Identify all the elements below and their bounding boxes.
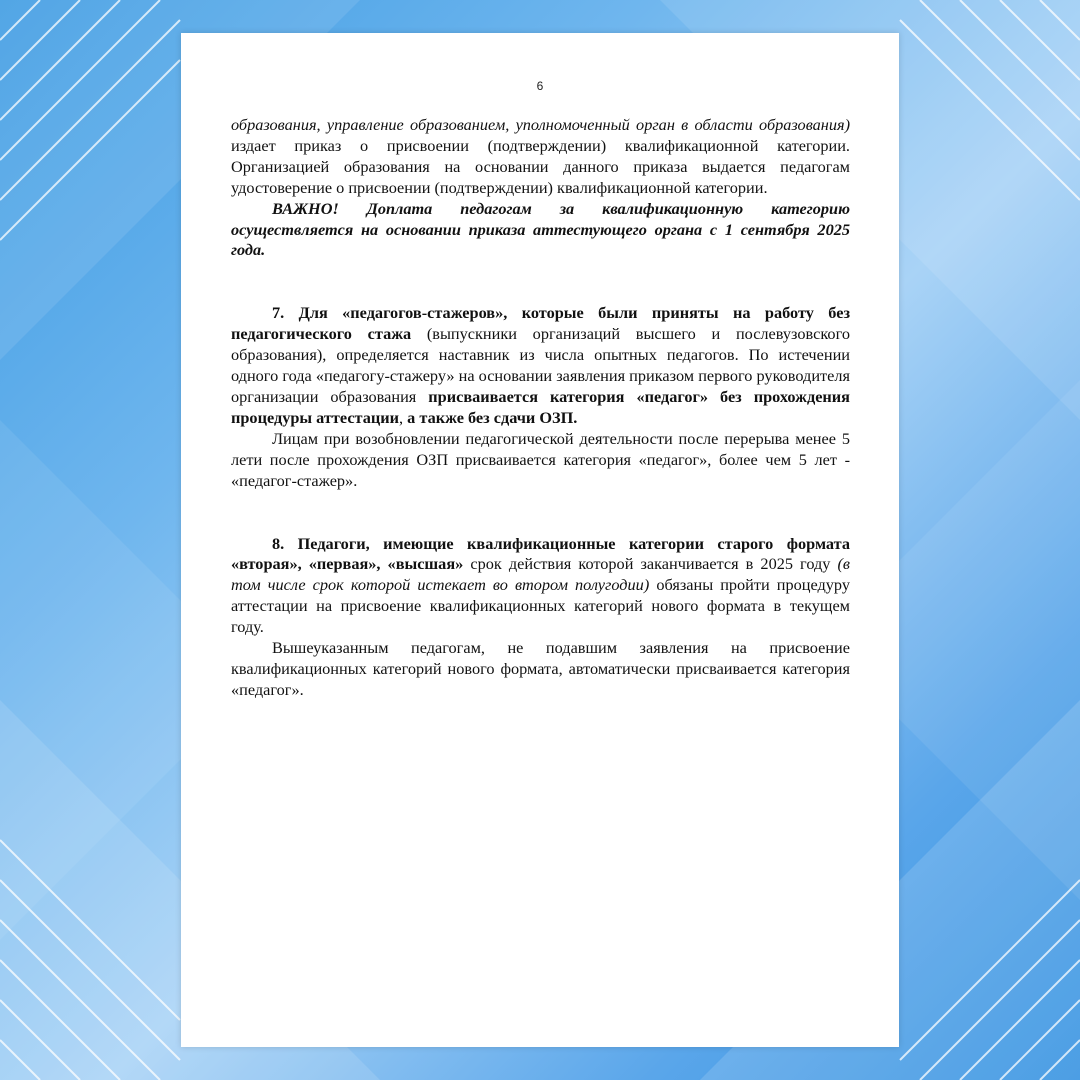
document-body <box>231 115 850 701</box>
section-7-paragraph <box>231 303 850 428</box>
section-7-comma: , <box>399 407 408 427</box>
document-page <box>181 33 899 1047</box>
section-8-text-tail: обязаны пройти процедуру аттестации на присвоение квалификационных категорий нового формата в текущем году. <box>231 575 850 637</box>
section-7-text: (выпускники организаций высшего и послевузовского образования), определяется наставник из числа опытных педагогов. По истечении одного года «педагогу-стажеру» на основании заявления приказом первого руководителя организации образования <box>231 324 850 406</box>
intro-italic-lead: образования, управление образованием, уполномоченный орган в области образования) <box>231 115 850 134</box>
section-8-text: срок действия которой заканчивается в 2025 году <box>463 554 838 574</box>
section-7-bold-end: а также без сдачи ОЗП. <box>407 407 578 427</box>
intro-text: издает приказ о присвоении (подтверждении) квалификационной категории. Организацией образования на основании данного приказа выдается педагогам удостоверение о присвоении (подтверждении) квалификационной категории. <box>231 135 850 197</box>
intro-paragraph <box>231 115 850 199</box>
section-8-italic: (в том числе срок которой истекает во втором полугодии) <box>231 554 850 595</box>
spacer <box>231 261 850 303</box>
section-8-bold-lead: 8. Педагоги, имеющие квалификационные категории старого формата «вторая», «первая», «высшая» <box>231 533 850 574</box>
important-text: ВАЖНО! Доплата педагогам за квалификационную категорию осуществляется на основании приказа аттестующего органа с 1 сентября 2025 года. <box>231 198 850 260</box>
section-7-paragraph-2: Лицам при возобновлении педагогической деятельности после перерыва менее 5 лети после прохождения ОЗП присваивается категория «педагог», более чем 5 лет - «педагог-стажер». <box>231 428 850 490</box>
important-note <box>231 199 850 262</box>
page-number: 6 <box>536 79 544 93</box>
section-8-paragraph-2: Вышеуказанным педагогам, не подавшим заявления на присвоение квалификационных категорий нового формата, автоматически присваивается категория «педагог». <box>231 638 850 699</box>
section-8-paragraph <box>231 534 850 639</box>
section-7-bold-lead: 7. Для «педагогов-стажеров», которые были приняты на работу без педагогического стажа <box>231 303 850 344</box>
section-7-bold-tail: присваивается категория «педагог» без прохождения процедуры аттестации <box>231 386 850 427</box>
spacer <box>231 492 850 534</box>
